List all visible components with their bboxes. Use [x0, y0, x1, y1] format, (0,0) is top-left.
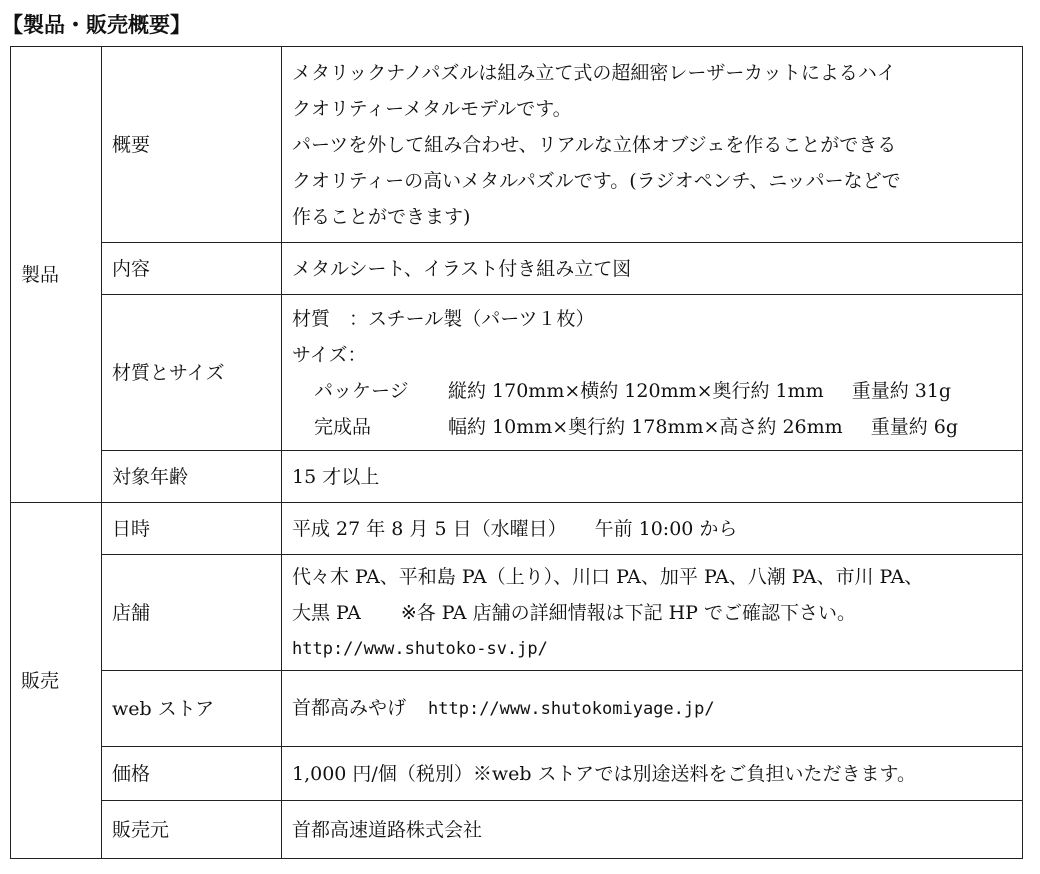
value-summary: [282, 47, 1023, 243]
value-web-store: [282, 671, 1023, 747]
sale-date: 平成 27 年 8 月 5 日（水曜日）: [292, 517, 567, 540]
value-age: 15 才以上: [282, 451, 1023, 503]
summary-line: クオリティーの高いメタルパズルです。(ラジオペンチ、ニッパーなどで: [292, 169, 901, 192]
stores-line-2: [292, 595, 1014, 631]
web-store-link[interactable]: http://www.shutokomiyage.jp/: [428, 699, 715, 719]
value-seller: 首都高速道路株式会社: [282, 801, 1023, 859]
label-stores: 店舗: [102, 555, 282, 671]
table-row-age: [11, 451, 1023, 503]
product-sales-overview-table: [10, 46, 1023, 859]
table-row-contents: [11, 243, 1023, 295]
package-dims: 縦約 170mm×横約 120mm×奥行約 1mm: [448, 379, 824, 402]
table-row-stores: [11, 555, 1023, 671]
size-package-line: [292, 373, 1014, 409]
group-cell-sales: 販売: [11, 503, 102, 859]
label-web-store: web ストア: [102, 671, 282, 747]
value-datetime: [282, 503, 1023, 555]
table-row-material-size: [11, 295, 1023, 451]
page-title: 【製品・販売概要】: [2, 12, 191, 37]
material-line: 材質 ：スチール製（パーツ１枚）: [292, 307, 595, 330]
table-row-web-store: [11, 671, 1023, 747]
package-weight: 重量約 31g: [851, 379, 952, 402]
group-cell-product: 製品: [11, 47, 102, 503]
label-material-size: 材質とサイズ: [102, 295, 282, 451]
package-name: パッケージ: [314, 379, 409, 402]
table-row-datetime: [11, 503, 1023, 555]
summary-line: 作ることができます): [292, 205, 471, 228]
finished-name: 完成品: [314, 415, 372, 438]
table-row-summary: [11, 47, 1023, 243]
label-price: 価格: [102, 747, 282, 801]
size-heading: サイズ：: [292, 343, 367, 366]
value-stores: [282, 555, 1023, 671]
sale-time: 午前 10:00 から: [594, 517, 738, 540]
store-daikoku: 大黒 PA: [292, 601, 361, 624]
label-summary: 概要: [102, 47, 282, 243]
value-price: 1,000 円/個（税別）※web ストアでは別途送料をご負担いただきます。: [282, 747, 1023, 801]
value-contents: メタルシート、イラスト付き組み立て図: [282, 243, 1023, 295]
web-store-name: 首都高みやげ: [292, 697, 407, 719]
summary-line: パーツを外して組み合わせ、リアルな立体オブジェを作ることができる: [292, 133, 897, 156]
label-age: 対象年齢: [102, 451, 282, 503]
stores-line: 代々木 PA、平和島 PA（上り）、川口 PA、加平 PA、八潮 PA、市川 PA、: [292, 565, 924, 588]
finished-dims: 幅約 10mm×奥行約 178mm×高さ約 26mm: [448, 415, 843, 438]
stores-link[interactable]: http://www.shutoko-sv.jp/: [292, 638, 548, 659]
label-contents: 内容: [102, 243, 282, 295]
label-seller: 販売元: [102, 801, 282, 859]
value-material-size: [282, 295, 1023, 451]
size-finished-line: [292, 409, 1014, 445]
finished-weight: 重量約 6g: [870, 415, 958, 438]
table-row-seller: [11, 801, 1023, 859]
stores-note: ※各 PA 店舗の詳細情報は下記 HP でご確認下さい。: [400, 601, 857, 624]
table-row-price: [11, 747, 1023, 801]
summary-line: クオリティーメタルモデルです。: [292, 97, 572, 120]
label-datetime: 日時: [102, 503, 282, 555]
summary-line: メタリックナノパズルは組み立て式の超細密レーザーカットによるハイ: [292, 61, 896, 84]
